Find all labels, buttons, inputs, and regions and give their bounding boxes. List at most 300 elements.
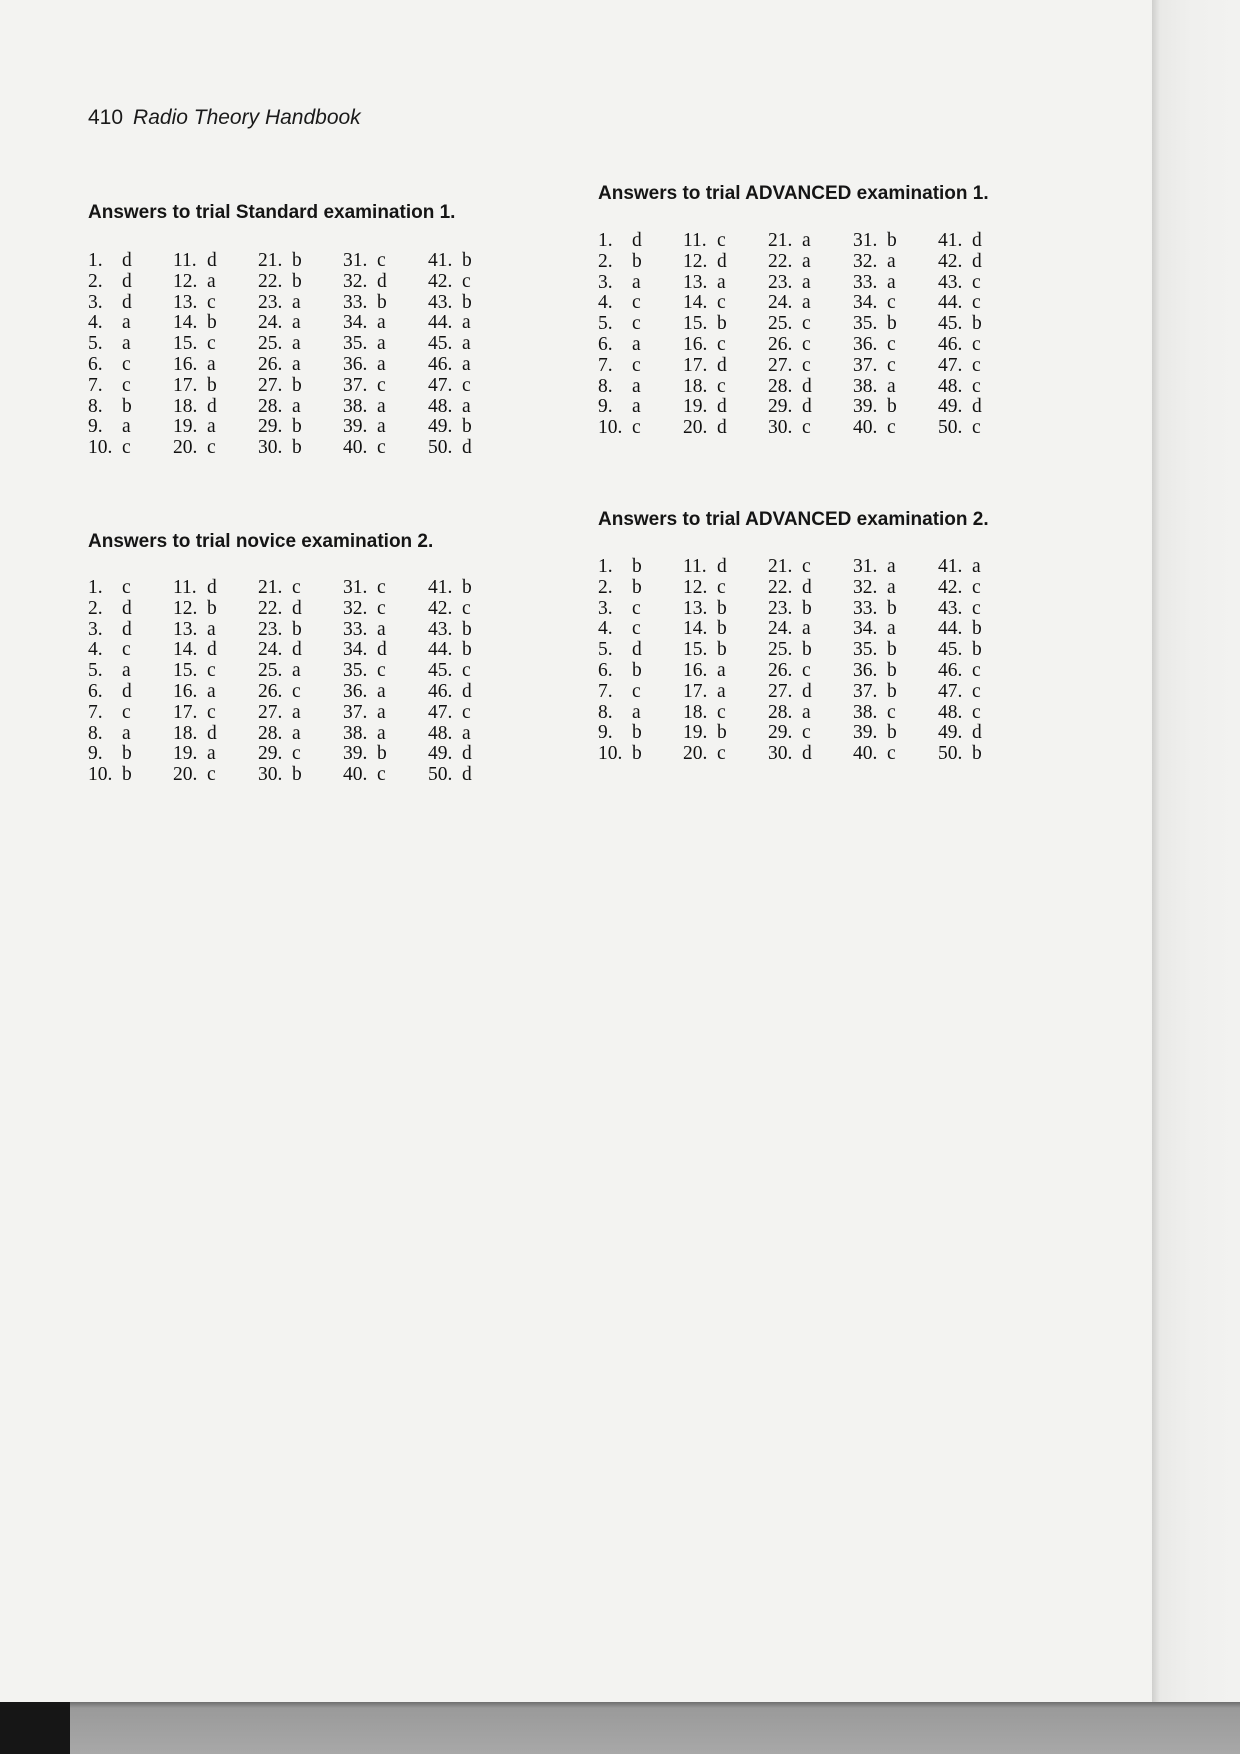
answer-letter: c bbox=[972, 417, 981, 439]
question-number: 21. bbox=[768, 556, 793, 577]
answer-row bbox=[598, 723, 1023, 744]
answer-letter: a bbox=[207, 618, 216, 640]
answer-letter: a bbox=[802, 230, 811, 251]
answer-item bbox=[428, 251, 513, 272]
answer-letter: a bbox=[462, 312, 471, 334]
answer-item bbox=[683, 599, 768, 620]
answer-item bbox=[343, 293, 428, 314]
question-number: 31. bbox=[853, 556, 878, 577]
answer-item bbox=[768, 397, 853, 418]
answer-item bbox=[598, 252, 683, 273]
question-number: 2. bbox=[88, 270, 103, 292]
answer-letter: c bbox=[802, 659, 811, 681]
question-number: 27. bbox=[768, 354, 793, 376]
question-number: 19. bbox=[173, 416, 198, 438]
answer-item bbox=[343, 417, 428, 438]
running-head bbox=[88, 106, 361, 130]
answer-letter: b bbox=[377, 743, 387, 765]
answer-letter: d bbox=[717, 354, 727, 376]
answer-letter: a bbox=[887, 576, 896, 598]
question-number: 43. bbox=[938, 597, 963, 619]
question-number: 47. bbox=[428, 701, 453, 723]
answer-item bbox=[938, 619, 1023, 640]
answer-item bbox=[853, 661, 938, 682]
question-number: 37. bbox=[853, 680, 878, 702]
answer-item bbox=[428, 438, 513, 459]
answer-letter: b bbox=[292, 374, 302, 396]
question-number: 29. bbox=[768, 396, 793, 418]
question-number: 30. bbox=[258, 764, 283, 786]
answer-letter: c bbox=[887, 701, 896, 723]
question-number: 34. bbox=[853, 618, 878, 640]
question-number: 28. bbox=[258, 395, 283, 417]
answer-letter: a bbox=[632, 333, 641, 355]
question-number: 33. bbox=[853, 271, 878, 293]
answer-item bbox=[853, 599, 938, 620]
answer-item bbox=[938, 599, 1023, 620]
answer-letter: d bbox=[632, 230, 642, 251]
answer-letter: a bbox=[122, 416, 131, 438]
answer-item bbox=[938, 397, 1023, 418]
answer-item bbox=[768, 293, 853, 314]
answer-letter: c bbox=[292, 743, 301, 765]
answer-letter: b bbox=[632, 659, 642, 681]
question-number: 37. bbox=[343, 374, 368, 396]
answer-item bbox=[428, 599, 513, 620]
answer-item bbox=[683, 397, 768, 418]
question-number: 7. bbox=[88, 374, 103, 396]
answer-item bbox=[598, 599, 683, 620]
answer-item bbox=[88, 724, 173, 745]
answer-item bbox=[88, 293, 173, 314]
scanner-corner bbox=[0, 1702, 70, 1754]
answer-item bbox=[768, 703, 853, 724]
answer-item bbox=[768, 314, 853, 335]
answer-row bbox=[598, 661, 1023, 682]
question-number: 33. bbox=[853, 597, 878, 619]
book-title: Radio Theory Handbook bbox=[133, 106, 361, 129]
question-number: 30. bbox=[768, 743, 793, 765]
question-number: 29. bbox=[258, 416, 283, 438]
answer-item bbox=[768, 273, 853, 294]
answer-row bbox=[88, 438, 513, 459]
answer-letter: b bbox=[887, 639, 897, 661]
answer-item bbox=[88, 251, 173, 272]
question-number: 50. bbox=[428, 437, 453, 459]
answer-letter: d bbox=[462, 743, 472, 765]
question-number: 23. bbox=[768, 597, 793, 619]
question-number: 44. bbox=[428, 312, 453, 334]
answer-letter: d bbox=[207, 577, 217, 598]
answer-letter: c bbox=[802, 354, 811, 376]
answer-letter: d bbox=[802, 743, 812, 765]
answer-item bbox=[173, 599, 258, 620]
question-number: 23. bbox=[258, 618, 283, 640]
question-number: 35. bbox=[343, 660, 368, 682]
question-number: 20. bbox=[173, 764, 198, 786]
answer-item bbox=[938, 377, 1023, 398]
question-number: 27. bbox=[258, 374, 283, 396]
answer-item bbox=[258, 251, 343, 272]
answer-row bbox=[598, 252, 1023, 273]
question-number: 22. bbox=[768, 576, 793, 598]
answer-item bbox=[343, 724, 428, 745]
answer-letter: c bbox=[122, 577, 131, 598]
answer-item bbox=[853, 682, 938, 703]
answer-item bbox=[343, 578, 428, 599]
answer-letter: c bbox=[887, 333, 896, 355]
question-number: 7. bbox=[598, 354, 613, 376]
answer-letter: a bbox=[377, 722, 386, 744]
answer-item bbox=[88, 744, 173, 765]
answer-item bbox=[428, 334, 513, 355]
answer-item bbox=[598, 682, 683, 703]
answer-letter: d bbox=[717, 556, 727, 577]
answer-letter: b bbox=[802, 597, 812, 619]
answer-letter: b bbox=[462, 250, 472, 271]
answer-letter: c bbox=[972, 375, 981, 397]
question-number: 41. bbox=[428, 250, 453, 271]
question-number: 46. bbox=[938, 333, 963, 355]
answer-letter: b bbox=[717, 313, 727, 335]
question-number: 28. bbox=[258, 722, 283, 744]
question-number: 39. bbox=[343, 743, 368, 765]
answer-item bbox=[258, 397, 343, 418]
answer-item bbox=[343, 272, 428, 293]
question-number: 17. bbox=[683, 680, 708, 702]
answer-letter: a bbox=[717, 271, 726, 293]
question-number: 40. bbox=[853, 417, 878, 439]
question-number: 19. bbox=[683, 722, 708, 744]
answer-item bbox=[938, 557, 1023, 578]
answer-item bbox=[173, 272, 258, 293]
answer-item bbox=[428, 272, 513, 293]
question-number: 26. bbox=[768, 659, 793, 681]
answer-letter: d bbox=[802, 375, 812, 397]
answer-item bbox=[173, 640, 258, 661]
answer-item bbox=[853, 578, 938, 599]
answer-item bbox=[88, 438, 173, 459]
question-number: 39. bbox=[853, 396, 878, 418]
answer-item bbox=[598, 293, 683, 314]
answer-item bbox=[683, 578, 768, 599]
answer-letter: c bbox=[207, 660, 216, 682]
answer-letter: b bbox=[887, 313, 897, 335]
answer-letter: c bbox=[972, 271, 981, 293]
answer-item bbox=[343, 620, 428, 641]
question-number: 43. bbox=[428, 618, 453, 640]
question-number: 33. bbox=[343, 291, 368, 313]
section-title: Answers to trial ADVANCED examination 2. bbox=[598, 509, 989, 530]
answer-letter: b bbox=[972, 639, 982, 661]
answer-item bbox=[938, 418, 1023, 439]
answer-item bbox=[88, 640, 173, 661]
answer-row bbox=[598, 231, 1023, 252]
question-number: 7. bbox=[598, 680, 613, 702]
question-number: 49. bbox=[938, 396, 963, 418]
question-number: 9. bbox=[598, 396, 613, 418]
answer-item bbox=[853, 640, 938, 661]
answer-letter: b bbox=[377, 291, 387, 313]
answer-item bbox=[88, 682, 173, 703]
question-number: 8. bbox=[88, 395, 103, 417]
answer-item bbox=[683, 293, 768, 314]
answer-letter: a bbox=[122, 660, 131, 682]
answer-grid bbox=[598, 231, 1023, 439]
question-number: 11. bbox=[683, 230, 707, 251]
answer-item bbox=[938, 744, 1023, 765]
question-number: 23. bbox=[768, 271, 793, 293]
answer-item bbox=[258, 765, 343, 786]
answer-letter: a bbox=[462, 353, 471, 375]
answer-letter: b bbox=[207, 597, 217, 619]
answer-letter: d bbox=[802, 396, 812, 418]
answer-item bbox=[258, 682, 343, 703]
answer-item bbox=[683, 640, 768, 661]
answer-row bbox=[598, 273, 1023, 294]
question-number: 46. bbox=[938, 659, 963, 681]
answer-item bbox=[258, 744, 343, 765]
answer-letter: a bbox=[377, 680, 386, 702]
answer-item bbox=[258, 661, 343, 682]
answer-row bbox=[88, 578, 513, 599]
answer-item bbox=[173, 744, 258, 765]
answer-item bbox=[258, 334, 343, 355]
question-number: 2. bbox=[88, 597, 103, 619]
answer-letter: b bbox=[462, 416, 472, 438]
answer-item bbox=[598, 723, 683, 744]
question-number: 28. bbox=[768, 375, 793, 397]
answer-letter: a bbox=[377, 416, 386, 438]
answer-item bbox=[768, 557, 853, 578]
answer-item bbox=[258, 293, 343, 314]
question-number: 37. bbox=[853, 354, 878, 376]
question-number: 14. bbox=[683, 618, 708, 640]
answer-row bbox=[88, 744, 513, 765]
question-number: 41. bbox=[938, 230, 963, 251]
answer-letter: c bbox=[207, 333, 216, 355]
answer-item bbox=[173, 313, 258, 334]
answer-item bbox=[428, 765, 513, 786]
answer-item bbox=[428, 355, 513, 376]
answer-item bbox=[853, 418, 938, 439]
answer-letter: c bbox=[377, 660, 386, 682]
question-number: 12. bbox=[683, 576, 708, 598]
answer-letter: c bbox=[802, 313, 811, 335]
question-number: 49. bbox=[938, 722, 963, 744]
answer-item bbox=[683, 335, 768, 356]
answer-item bbox=[173, 293, 258, 314]
answer-letter: b bbox=[292, 416, 302, 438]
answer-letter: a bbox=[377, 395, 386, 417]
answer-item bbox=[173, 724, 258, 745]
answer-item bbox=[258, 272, 343, 293]
question-number: 39. bbox=[343, 416, 368, 438]
answer-letter: b bbox=[122, 395, 132, 417]
answer-letter: a bbox=[292, 291, 301, 313]
answer-grid bbox=[88, 251, 513, 459]
question-number: 43. bbox=[428, 291, 453, 313]
question-number: 45. bbox=[428, 660, 453, 682]
answer-letter: b bbox=[717, 618, 727, 640]
answer-letter: c bbox=[207, 437, 216, 459]
answer-letter: d bbox=[972, 250, 982, 272]
answer-letter: a bbox=[122, 333, 131, 355]
answer-row bbox=[88, 293, 513, 314]
question-number: 32. bbox=[343, 270, 368, 292]
answer-letter: a bbox=[887, 375, 896, 397]
question-number: 30. bbox=[768, 417, 793, 439]
answer-letter: b bbox=[462, 618, 472, 640]
answer-item bbox=[173, 661, 258, 682]
question-number: 49. bbox=[428, 416, 453, 438]
answer-row bbox=[88, 272, 513, 293]
section-title: Answers to trial Standard examination 1. bbox=[88, 202, 456, 223]
answer-item bbox=[258, 438, 343, 459]
answer-grid bbox=[598, 557, 1023, 765]
answer-item bbox=[768, 599, 853, 620]
answer-row bbox=[88, 355, 513, 376]
answer-row bbox=[88, 417, 513, 438]
answer-row bbox=[598, 557, 1023, 578]
answer-item bbox=[428, 397, 513, 418]
answer-letter: b bbox=[207, 312, 217, 334]
answer-item bbox=[173, 578, 258, 599]
answer-item bbox=[258, 355, 343, 376]
question-number: 3. bbox=[598, 271, 613, 293]
answer-item bbox=[343, 744, 428, 765]
answer-item bbox=[598, 661, 683, 682]
question-number: 26. bbox=[768, 333, 793, 355]
question-number: 25. bbox=[768, 639, 793, 661]
answer-item bbox=[853, 744, 938, 765]
answer-letter: c bbox=[717, 743, 726, 765]
answer-item bbox=[683, 744, 768, 765]
answer-letter: b bbox=[972, 618, 982, 640]
answer-item bbox=[853, 619, 938, 640]
answer-letter: a bbox=[632, 375, 641, 397]
answer-letter: d bbox=[122, 618, 132, 640]
question-number: 35. bbox=[853, 313, 878, 335]
answer-item bbox=[343, 640, 428, 661]
answer-row bbox=[88, 620, 513, 641]
answer-letter: c bbox=[632, 417, 641, 439]
answer-letter: b bbox=[632, 556, 642, 577]
question-number: 14. bbox=[173, 639, 198, 661]
question-number: 38. bbox=[853, 701, 878, 723]
answer-letter: a bbox=[207, 270, 216, 292]
question-number: 34. bbox=[343, 312, 368, 334]
answer-letter: c bbox=[292, 680, 301, 702]
question-number: 18. bbox=[173, 395, 198, 417]
answer-row bbox=[598, 314, 1023, 335]
answer-letter: b bbox=[717, 722, 727, 744]
answer-item bbox=[258, 620, 343, 641]
answer-letter: a bbox=[802, 271, 811, 293]
answer-letter: c bbox=[717, 333, 726, 355]
answer-letter: d bbox=[972, 396, 982, 418]
question-number: 47. bbox=[938, 680, 963, 702]
answer-letter: a bbox=[717, 659, 726, 681]
answer-row bbox=[88, 251, 513, 272]
question-number: 16. bbox=[683, 333, 708, 355]
question-number: 16. bbox=[173, 353, 198, 375]
answer-item bbox=[428, 293, 513, 314]
question-number: 32. bbox=[853, 250, 878, 272]
answer-item bbox=[768, 682, 853, 703]
answer-letter: c bbox=[632, 618, 641, 640]
answer-letter: c bbox=[802, 417, 811, 439]
answer-letter: c bbox=[462, 660, 471, 682]
answer-item bbox=[683, 314, 768, 335]
answer-letter: c bbox=[802, 556, 811, 577]
answer-item bbox=[938, 356, 1023, 377]
answer-item bbox=[343, 334, 428, 355]
answer-item bbox=[343, 251, 428, 272]
answer-letter: c bbox=[972, 333, 981, 355]
question-number: 42. bbox=[428, 270, 453, 292]
answer-item bbox=[88, 376, 173, 397]
answer-item bbox=[88, 397, 173, 418]
answer-item bbox=[683, 682, 768, 703]
question-number: 24. bbox=[768, 292, 793, 314]
answer-item bbox=[88, 599, 173, 620]
answer-letter: a bbox=[887, 271, 896, 293]
answer-letter: d bbox=[122, 597, 132, 619]
answer-item bbox=[258, 599, 343, 620]
answer-item bbox=[683, 356, 768, 377]
answer-letter: a bbox=[207, 416, 216, 438]
question-number: 16. bbox=[683, 659, 708, 681]
answer-letter: b bbox=[462, 291, 472, 313]
answer-item bbox=[88, 765, 173, 786]
answer-item bbox=[598, 418, 683, 439]
question-number: 3. bbox=[88, 618, 103, 640]
question-number: 44. bbox=[428, 639, 453, 661]
question-number: 12. bbox=[683, 250, 708, 272]
answer-letter: a bbox=[802, 292, 811, 314]
answer-letter: c bbox=[207, 764, 216, 786]
answer-item bbox=[938, 252, 1023, 273]
answer-item bbox=[683, 377, 768, 398]
question-number: 9. bbox=[598, 722, 613, 744]
question-number: 10. bbox=[88, 437, 113, 459]
answer-row bbox=[598, 397, 1023, 418]
question-number: 37. bbox=[343, 701, 368, 723]
question-number: 38. bbox=[343, 722, 368, 744]
answer-item bbox=[683, 557, 768, 578]
answer-letter: c bbox=[462, 701, 471, 723]
question-number: 27. bbox=[258, 701, 283, 723]
question-number: 40. bbox=[343, 437, 368, 459]
question-number: 12. bbox=[173, 597, 198, 619]
question-number: 36. bbox=[853, 333, 878, 355]
answer-letter: a bbox=[207, 680, 216, 702]
answer-item bbox=[343, 397, 428, 418]
question-number: 31. bbox=[343, 577, 368, 598]
question-number: 8. bbox=[598, 375, 613, 397]
answer-letter: d bbox=[462, 680, 472, 702]
question-number: 30. bbox=[258, 437, 283, 459]
answer-letter: d bbox=[207, 395, 217, 417]
answer-item bbox=[598, 578, 683, 599]
answer-item bbox=[173, 703, 258, 724]
answer-item bbox=[428, 313, 513, 334]
answer-letter: d bbox=[972, 722, 982, 744]
question-number: 27. bbox=[768, 680, 793, 702]
question-number: 41. bbox=[938, 556, 963, 577]
question-number: 33. bbox=[343, 618, 368, 640]
